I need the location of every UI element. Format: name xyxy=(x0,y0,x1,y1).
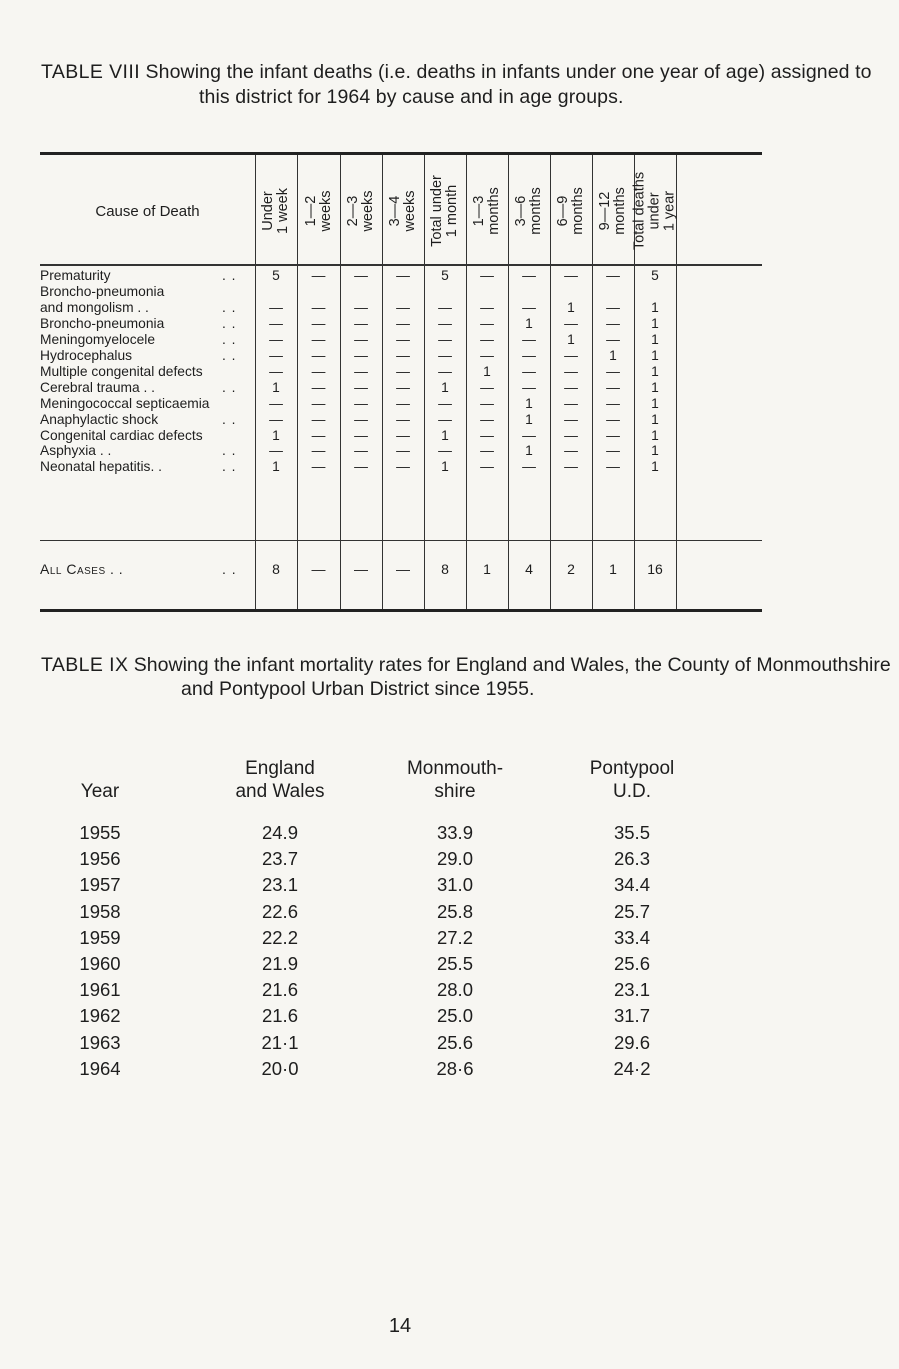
count-cell: 8 xyxy=(441,561,449,577)
count-cell: — xyxy=(438,315,452,331)
count-cell: — xyxy=(269,363,283,379)
count-cell: 1 xyxy=(651,395,659,411)
age-column-header xyxy=(592,158,634,263)
table-row xyxy=(0,848,800,872)
dot-leader: . . xyxy=(222,459,237,475)
table-row xyxy=(40,364,762,379)
count-cell: — xyxy=(606,379,620,395)
year-cell: 1958 xyxy=(79,900,121,922)
count-cell: — xyxy=(354,363,368,379)
count-cell: 1 xyxy=(609,347,617,363)
count-cell: 1 xyxy=(483,561,491,577)
count-cell: — xyxy=(311,347,326,363)
age-column-header xyxy=(297,158,340,263)
count-cell: — xyxy=(438,299,452,315)
monmouth-cell: 28.0 xyxy=(436,979,473,1001)
pontypool-cell: 24·2 xyxy=(613,1057,651,1079)
count-cell: — xyxy=(311,331,326,347)
pontypool-cell: 23.1 xyxy=(613,979,650,1001)
monmouth-cell: 25.0 xyxy=(436,1005,473,1027)
table-row xyxy=(0,953,800,977)
count-cell: — xyxy=(396,379,410,395)
year-cell: 1959 xyxy=(79,926,121,948)
count-cell: — xyxy=(564,427,578,443)
cause-cell: Multiple congenital defects xyxy=(40,363,203,379)
count-cell: — xyxy=(396,363,410,379)
england-cell: 23.7 xyxy=(261,848,298,870)
cause-cell: All Cases . . xyxy=(40,561,124,577)
count-cell: 4 xyxy=(525,561,533,577)
count-cell: — xyxy=(311,363,326,379)
count-cell: — xyxy=(438,443,452,459)
cause-cell: Asphyxia . . xyxy=(40,443,112,459)
table-row xyxy=(0,874,800,898)
count-cell: — xyxy=(396,459,410,475)
dot-leader: . . xyxy=(222,268,237,283)
monmouth-cell: 27.2 xyxy=(436,926,473,948)
table-row xyxy=(40,332,762,347)
count-cell: — xyxy=(606,427,620,443)
count-cell: — xyxy=(354,331,368,347)
count-cell: — xyxy=(269,347,283,363)
count-cell: — xyxy=(396,347,410,363)
count-cell: — xyxy=(564,395,578,411)
table-row xyxy=(0,1058,800,1082)
count-cell: 1 xyxy=(651,347,659,363)
monmouth-cell: 31.0 xyxy=(436,874,473,896)
dot-leader: . . xyxy=(222,347,237,363)
dot-leader: . . xyxy=(222,299,237,315)
count-cell: — xyxy=(311,299,326,315)
age-column-header-text: 1—3 months xyxy=(471,186,502,235)
count-cell: — xyxy=(564,363,578,379)
count-cell: — xyxy=(396,395,410,411)
year-cell: 1961 xyxy=(79,979,121,1001)
count-cell: — xyxy=(438,347,452,363)
age-column-header-text: 3—6 months xyxy=(513,186,544,235)
table-row xyxy=(40,443,762,458)
year-cell: 1960 xyxy=(79,953,121,974)
count-cell: — xyxy=(354,459,368,475)
count-cell: — xyxy=(396,331,410,347)
table-row xyxy=(40,268,762,283)
table-row xyxy=(40,396,762,411)
england-wales-column-header: England and Wales xyxy=(235,758,325,802)
monmouthshire-column-header: Monmouth- shire xyxy=(406,758,504,802)
pontypool-cell: 26.3 xyxy=(613,848,650,870)
count-cell: — xyxy=(606,268,620,283)
pontypool-cell: 29.6 xyxy=(613,1031,650,1053)
count-cell: — xyxy=(396,299,410,315)
year-cell: 1956 xyxy=(79,848,121,870)
page-number: 14 xyxy=(388,1315,412,1337)
count-cell: — xyxy=(354,443,368,459)
cause-cell: Cerebral trauma . . xyxy=(40,379,156,395)
dot-leader: . . xyxy=(222,379,237,395)
table-row xyxy=(40,300,762,315)
count-cell: — xyxy=(396,411,410,427)
count-cell: — xyxy=(564,379,578,395)
count-cell: — xyxy=(311,379,326,395)
count-cell: 1 xyxy=(567,331,575,347)
count-cell: — xyxy=(480,443,494,459)
count-cell: — xyxy=(606,459,620,475)
count-cell: — xyxy=(564,411,578,427)
age-column-header xyxy=(466,158,508,263)
count-cell: 1 xyxy=(567,299,575,315)
monmouth-cell: 25.8 xyxy=(436,900,473,922)
pontypool-cell: 25.6 xyxy=(613,953,650,974)
count-cell: 1 xyxy=(525,395,533,411)
table-row xyxy=(40,459,762,474)
count-cell: — xyxy=(480,411,494,427)
count-cell: — xyxy=(606,443,620,459)
table-row xyxy=(0,901,800,925)
count-cell: — xyxy=(480,379,494,395)
count-cell: 1 xyxy=(651,299,659,315)
cause-cell: and mongolism . . xyxy=(40,299,149,315)
count-cell: — xyxy=(311,443,326,459)
count-cell: — xyxy=(522,299,536,315)
count-cell: — xyxy=(354,427,368,443)
count-cell: 1 xyxy=(525,443,533,459)
cause-cell: Broncho-pneumonia xyxy=(40,283,165,299)
dot-leader: . . xyxy=(222,411,237,427)
age-column-header xyxy=(631,158,678,263)
count-cell: 1 xyxy=(651,459,659,475)
cause-cell: Hydrocephalus xyxy=(40,347,133,363)
cause-cell: Congenital cardiac defects xyxy=(40,427,203,443)
count-cell: — xyxy=(438,395,452,411)
table-row xyxy=(40,348,762,363)
count-cell: — xyxy=(606,299,620,315)
count-cell: 1 xyxy=(651,315,659,331)
england-cell: 22.2 xyxy=(261,926,298,948)
year-cell: 1957 xyxy=(79,874,121,896)
count-cell: — xyxy=(269,331,283,347)
count-cell: — xyxy=(354,268,368,283)
count-cell: — xyxy=(438,363,452,379)
count-cell: — xyxy=(354,347,368,363)
cause-cell: Prematurity xyxy=(40,268,111,283)
header-rule xyxy=(40,264,762,266)
count-cell: — xyxy=(522,363,536,379)
cause-cell: Broncho-pneumonia xyxy=(40,315,165,331)
dot-leader: . . xyxy=(222,561,237,577)
count-cell: 1 xyxy=(483,363,491,379)
count-cell: — xyxy=(269,411,283,427)
age-column-header xyxy=(424,158,466,263)
count-cell: — xyxy=(396,268,410,283)
monmouth-cell: 25.6 xyxy=(436,1031,473,1053)
age-column-header xyxy=(340,158,382,263)
count-cell: — xyxy=(564,268,578,283)
count-cell: — xyxy=(311,315,326,331)
count-cell: — xyxy=(311,561,326,577)
pontypool-column-header: Pontypool U.D. xyxy=(589,758,675,802)
count-cell: — xyxy=(354,395,368,411)
table-row xyxy=(40,316,762,331)
count-cell: 1 xyxy=(651,443,659,459)
age-column-header-text: 6—9 months xyxy=(555,186,586,235)
table-ix-label: TABLE IX xyxy=(41,654,129,676)
count-cell: 1 xyxy=(651,331,659,347)
age-column-header-text: Total under 1 month xyxy=(429,174,460,247)
count-cell: — xyxy=(606,395,620,411)
count-cell: — xyxy=(311,427,326,443)
age-column-header-text: Under 1 week xyxy=(260,187,291,234)
count-cell: — xyxy=(269,299,283,315)
count-cell: 8 xyxy=(272,561,280,577)
table-row xyxy=(40,428,762,443)
count-cell: — xyxy=(564,459,578,475)
count-cell: 1 xyxy=(651,363,659,379)
england-cell: 24.9 xyxy=(261,822,298,843)
england-cell: 21.6 xyxy=(261,979,298,1001)
count-cell: — xyxy=(480,395,494,411)
count-cell: — xyxy=(311,395,326,411)
count-cell: — xyxy=(396,443,410,459)
count-cell: — xyxy=(396,561,410,577)
count-cell: 5 xyxy=(272,268,280,283)
age-column-header xyxy=(382,158,424,263)
table-ix-heading xyxy=(41,653,891,701)
count-cell: — xyxy=(606,363,620,379)
table-row xyxy=(0,822,800,846)
age-column-header-text: 2—3 weeks xyxy=(345,189,376,232)
pontypool-cell: 34.4 xyxy=(613,874,650,896)
count-cell: — xyxy=(354,561,368,577)
age-column-header xyxy=(508,158,550,263)
count-cell: 1 xyxy=(441,459,449,475)
monmouth-cell: 29.0 xyxy=(436,848,473,870)
age-column-header xyxy=(550,158,592,263)
dot-leader: . . xyxy=(222,315,237,331)
count-cell: — xyxy=(522,379,536,395)
count-cell: — xyxy=(438,411,452,427)
count-cell: 5 xyxy=(441,268,449,283)
count-cell: 1 xyxy=(525,315,533,331)
table-viii-label: TABLE VIII xyxy=(41,61,141,83)
pontypool-cell: 25.7 xyxy=(613,900,650,922)
year-cell: 1962 xyxy=(79,1005,121,1027)
table-viii-heading xyxy=(41,60,899,110)
cause-of-death-header: Cause of Death xyxy=(95,203,200,220)
table-row xyxy=(0,979,800,1003)
count-cell: 5 xyxy=(651,268,659,283)
count-cell: — xyxy=(606,315,620,331)
monmouth-cell: 28·6 xyxy=(436,1057,474,1079)
pontypool-cell: 31.7 xyxy=(613,1005,650,1027)
count-cell: — xyxy=(480,347,494,363)
count-cell: — xyxy=(522,268,536,283)
count-cell: — xyxy=(354,379,368,395)
count-cell: — xyxy=(522,459,536,475)
age-column-header-text: 3—4 weeks xyxy=(387,189,418,232)
age-column-header-text: 9—12 months xyxy=(597,186,628,235)
table-row xyxy=(40,412,762,427)
table-row xyxy=(0,1032,800,1056)
count-cell: 1 xyxy=(651,379,659,395)
table-ix-title: Showing the infant mortality rates for England and Wales, the County of Monmouthshire and Pontypool Urban District since 1955. xyxy=(133,654,891,700)
age-column-header xyxy=(255,158,297,263)
count-cell: — xyxy=(311,411,326,427)
count-cell: — xyxy=(480,268,494,283)
total-row xyxy=(40,561,762,576)
monmouth-cell: 25.5 xyxy=(436,953,473,974)
count-cell: — xyxy=(606,411,620,427)
year-cell: 1955 xyxy=(79,822,121,843)
count-cell: — xyxy=(480,459,494,475)
count-cell: 16 xyxy=(647,561,663,577)
count-cell: — xyxy=(311,459,326,475)
count-cell: — xyxy=(606,331,620,347)
monmouth-cell: 33.9 xyxy=(436,822,473,843)
table-row xyxy=(40,284,762,299)
cause-cell: Anaphylactic shock xyxy=(40,411,159,427)
count-cell: — xyxy=(396,427,410,443)
count-cell: — xyxy=(564,315,578,331)
count-cell: 1 xyxy=(441,379,449,395)
count-cell: 2 xyxy=(567,561,575,577)
table-row xyxy=(0,1005,800,1029)
count-cell: — xyxy=(480,427,494,443)
table-row xyxy=(0,927,800,951)
year-cell: 1963 xyxy=(79,1031,121,1053)
count-cell: — xyxy=(564,347,578,363)
count-cell: 1 xyxy=(651,411,659,427)
cause-cell: Meningomyelocele xyxy=(40,331,156,347)
year-column-header: Year xyxy=(80,781,120,802)
dot-leader: . . xyxy=(222,443,237,459)
england-cell: 21.9 xyxy=(261,953,298,974)
pontypool-cell: 33.4 xyxy=(613,926,650,948)
england-cell: 22.6 xyxy=(261,900,298,922)
count-cell: — xyxy=(269,395,283,411)
age-column-header-text: 1—2 weeks xyxy=(302,189,334,232)
count-cell: — xyxy=(564,443,578,459)
count-cell: 1 xyxy=(609,561,617,577)
england-cell: 21·1 xyxy=(261,1031,299,1053)
count-cell: 1 xyxy=(272,427,280,443)
year-cell: 1964 xyxy=(79,1057,121,1079)
england-cell: 21.6 xyxy=(261,1005,298,1027)
count-cell: 1 xyxy=(651,427,659,443)
england-cell: 23.1 xyxy=(261,874,298,896)
count-cell: — xyxy=(522,427,536,443)
count-cell: — xyxy=(354,411,368,427)
table-viii-title: Showing the infant deaths (i.e. deaths in infants under one year of age) assigned to this district for 1964 by cause and in age groups. xyxy=(145,61,872,108)
dot-leader: . . xyxy=(222,331,237,347)
count-cell: — xyxy=(354,315,368,331)
count-cell: — xyxy=(396,315,410,331)
count-cell: — xyxy=(522,331,536,347)
count-cell: — xyxy=(522,347,536,363)
age-column-header-text: Total deaths under 1 year xyxy=(631,171,678,250)
count-cell: — xyxy=(354,299,368,315)
count-cell: 1 xyxy=(272,379,280,395)
count-cell: — xyxy=(438,331,452,347)
cause-cell: Meningococcal septicaemia xyxy=(40,395,210,411)
total-rule xyxy=(40,540,762,541)
count-cell: 1 xyxy=(441,427,449,443)
count-cell: 1 xyxy=(525,411,533,427)
count-cell: — xyxy=(269,443,283,459)
table-row xyxy=(40,380,762,395)
england-cell: 20·0 xyxy=(261,1057,299,1079)
table-viii xyxy=(40,152,762,612)
count-cell: — xyxy=(269,315,283,331)
pontypool-cell: 35.5 xyxy=(613,822,650,843)
count-cell: 1 xyxy=(272,459,280,475)
count-cell: — xyxy=(480,299,494,315)
count-cell: — xyxy=(480,331,494,347)
count-cell: — xyxy=(480,315,494,331)
cause-cell: Neonatal hepatitis. . xyxy=(40,459,162,475)
count-cell: — xyxy=(311,268,326,283)
